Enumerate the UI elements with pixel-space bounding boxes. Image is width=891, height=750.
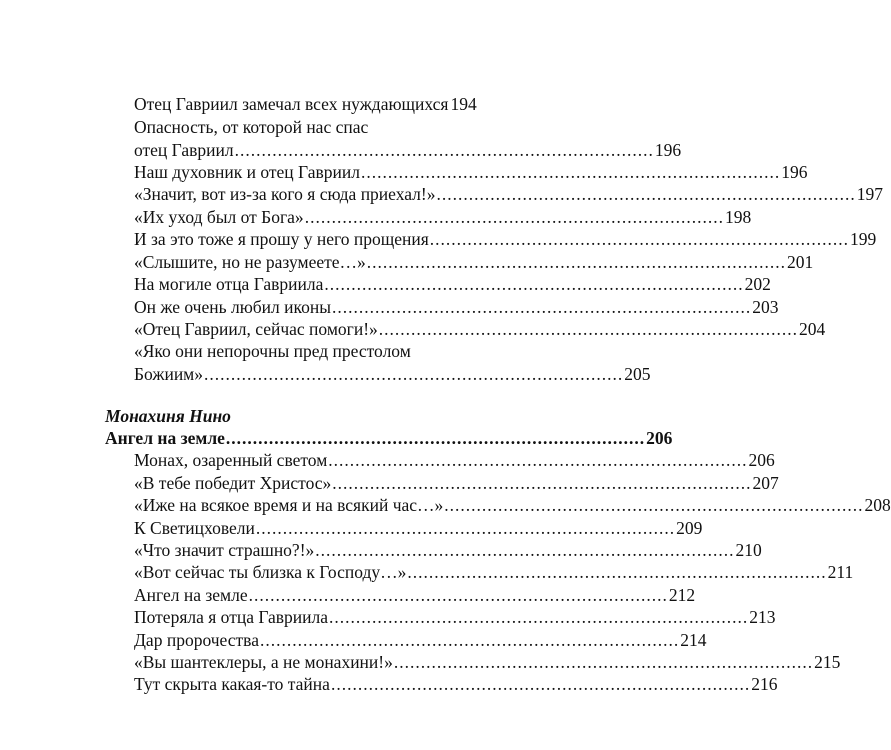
- toc-entry: [134, 606, 776, 628]
- toc-entry-page: 213: [749, 607, 776, 627]
- toc-entry: [134, 629, 707, 651]
- toc-entry-title: Дар пророчества: [134, 630, 259, 650]
- toc-entry-title: «Вы шантеклеры, а не монахини!»: [134, 652, 393, 672]
- toc-entry-title: «В тебе победит Христос»: [134, 473, 332, 493]
- toc-entry-page: 196: [781, 162, 808, 182]
- toc-entry-title: Божиим»: [134, 364, 204, 384]
- toc-entry-title: «Иже на всякое время и на всякий час…»: [134, 495, 444, 515]
- toc-entry-page: 199: [850, 229, 877, 249]
- toc-entry: [134, 139, 682, 161]
- toc-entry-title: Наш духовник и отец Гавриил: [134, 162, 360, 182]
- toc-entry-page: 211: [827, 562, 854, 582]
- toc-entry: [134, 318, 826, 340]
- toc-entry-page: 201: [787, 252, 814, 272]
- toc-entry-page: 197: [856, 184, 883, 204]
- chapter-page: 206: [646, 428, 673, 448]
- leader-dots: ..............................................................................: [366, 252, 787, 272]
- leader-dots: ..............................................................................: [328, 450, 748, 470]
- toc-entry: [134, 296, 779, 318]
- leader-dots: ..............................................................................: [429, 229, 850, 249]
- toc-entry-title: Монах, озаренный светом: [134, 450, 328, 470]
- toc-entry: [134, 539, 762, 561]
- leader-dots: ..............................................................................: [444, 495, 864, 515]
- toc-entry-title: К Светицховели: [134, 518, 255, 538]
- leader-dots: ..............................................................................: [329, 607, 749, 627]
- toc-entry-title: Ангел на земле: [134, 585, 248, 605]
- toc-entry: [134, 161, 808, 183]
- toc-entry: [134, 273, 771, 295]
- leader-dots: ..............................................................................: [332, 473, 752, 493]
- chapter-entry: [105, 427, 673, 449]
- toc-entry: [134, 651, 841, 673]
- toc-entry-page: 210: [735, 540, 762, 560]
- toc-entry: [134, 363, 651, 385]
- leader-dots: ..............................................................................: [204, 364, 624, 384]
- toc-entry-page: 194: [450, 94, 477, 114]
- toc-entry: [134, 494, 891, 516]
- toc-entry-page: 205: [624, 364, 651, 384]
- toc-entry-title: «Их уход был от Бога»: [134, 207, 304, 227]
- leader-dots: ..............................................................................: [225, 428, 646, 448]
- toc-entry-title: На могиле отца Гавриила: [134, 274, 324, 294]
- leader-dots: ..............................................................................: [259, 630, 680, 650]
- leader-dots: ..............................................................................: [315, 540, 735, 560]
- section-heading: Монахиня Нино: [105, 406, 231, 426]
- toc-entry: [134, 673, 778, 695]
- toc-entry-page: 206: [748, 450, 775, 470]
- toc-entry: [134, 449, 775, 471]
- leader-dots: ..............................................................................: [330, 674, 751, 694]
- leader-dots: ..............................................................................: [332, 297, 752, 317]
- toc-entry-page: 196: [654, 140, 682, 160]
- toc-entry-page: 207: [752, 473, 779, 493]
- toc-entry: [134, 251, 814, 273]
- leader-dots: ..............................................................................: [304, 207, 724, 227]
- toc-entry: [134, 584, 696, 606]
- toc-entry-page: 215: [814, 652, 841, 672]
- toc-entry: [134, 561, 854, 583]
- toc-entry-title: Отец Гавриил замечал всех нуждающихся: [134, 94, 449, 114]
- toc-entry-page: 204: [799, 319, 826, 339]
- toc-entry-page: 214: [680, 630, 707, 650]
- leader-dots: ..............................................................................: [436, 184, 856, 204]
- toc-entry-title: И за это тоже я прошу у него прощения: [134, 229, 429, 249]
- toc-entry-page: 198: [724, 207, 752, 227]
- toc-entry-title: Тут скрыта какая-то тайна: [134, 674, 330, 694]
- toc-entry-title-line1: «Яко они непорочны пред престолом: [134, 341, 411, 361]
- toc-entry-title: «Вот сейчас ты близка к Господу…»: [134, 562, 407, 582]
- toc-entry-page: 203: [752, 297, 779, 317]
- toc-entry: [134, 93, 477, 115]
- toc-entry-page: 202: [744, 274, 771, 294]
- toc-entry-title: Он же очень любил иконы: [134, 297, 332, 317]
- toc-entry-page: 216: [751, 674, 778, 694]
- toc-entry-title: «Значит, вот из-за кого я сюда приехал!»: [134, 184, 436, 204]
- toc-entry: [134, 472, 779, 494]
- toc-entry: [134, 183, 883, 205]
- leader-dots: ..............................................................................: [393, 652, 814, 672]
- leader-dots: ..............................................................................: [234, 140, 654, 160]
- leader-dots: ..............................................................................: [360, 162, 781, 182]
- toc-entry: [134, 228, 877, 250]
- leader-dots: ..............................................................................: [378, 319, 799, 339]
- toc-entry-page: 212: [668, 585, 696, 605]
- toc-entry-title: «Что значит страшно?!»: [134, 540, 315, 560]
- toc-entry-title-line1: Опасность, от которой нас спас: [134, 117, 369, 137]
- toc-entry-title: «Отец Гавриил, сейчас помоги!»: [134, 319, 378, 339]
- leader-dots: ..............................................................................: [407, 562, 827, 582]
- toc-entry-title: Потеряла я отца Гавриила: [134, 607, 329, 627]
- leader-dots: ..............................................................................: [248, 585, 668, 605]
- leader-dots: ..............................................................................: [255, 518, 676, 538]
- chapter-title: Ангел на земле: [105, 428, 225, 448]
- leader-dots: ..............................................................................: [324, 274, 744, 294]
- toc-entry-page: 209: [676, 518, 703, 538]
- toc-entry-title: «Слышите, но не разумеете…»: [134, 252, 366, 272]
- toc-entry-title: отец Гавриил: [134, 140, 234, 160]
- toc-entry-page: 208: [864, 495, 891, 515]
- toc-entry: [134, 517, 703, 539]
- toc-entry: [134, 206, 752, 228]
